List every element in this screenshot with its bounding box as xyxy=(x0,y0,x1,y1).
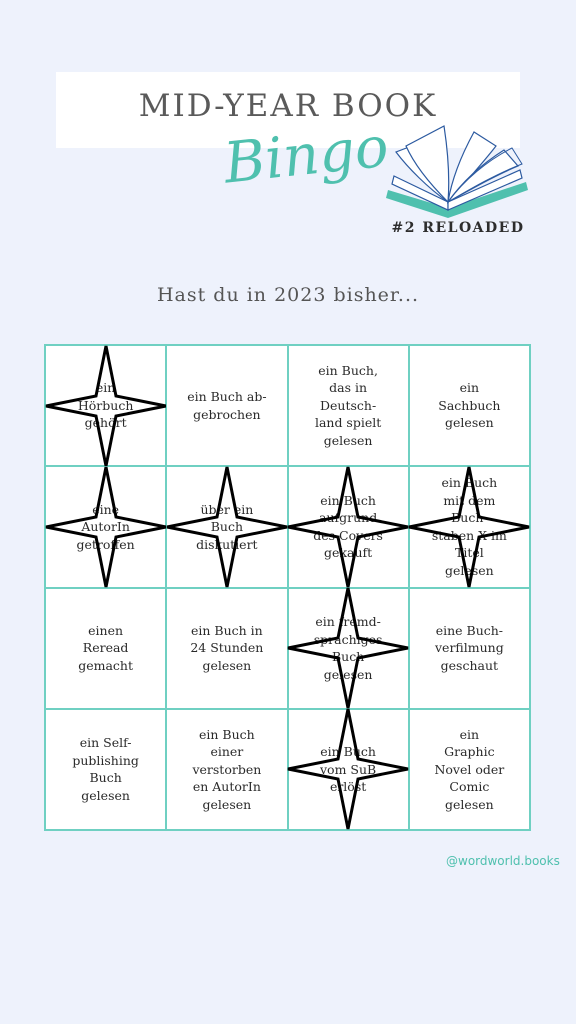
subtitle: #2 RELOADED xyxy=(391,220,525,236)
bingo-cell[interactable] xyxy=(166,466,287,587)
bingo-cell[interactable] xyxy=(288,588,409,709)
bingo-cell-text: ein Graphic Novel oder Comic gelesen xyxy=(434,726,505,812)
bingo-cell-text: ein Buch, das in Deutsch- land spielt gelesen xyxy=(314,362,382,448)
bingo-cell[interactable] xyxy=(409,466,530,587)
bingo-cell[interactable] xyxy=(288,345,409,466)
bingo-cell[interactable] xyxy=(288,466,409,587)
bingo-cell[interactable] xyxy=(166,709,287,830)
bingo-cell-text: ein fremd- sprachiges Buch gelesen xyxy=(313,614,383,682)
bingo-cell[interactable] xyxy=(409,709,530,830)
bingo-cell-text: ein Buch einer verstorben en AutorIn gelesen xyxy=(192,726,262,812)
open-book-icon xyxy=(378,118,538,222)
bingo-cell-text: ein Buch vom SuB erlöst xyxy=(320,744,377,795)
bingo-prompt: Hast du in 2023 bisher... xyxy=(156,284,420,306)
bingo-cell-text: ein Buch aufgrund des Covers gekauft xyxy=(313,492,383,561)
bingo-cell-text: ein Self- publishing Buch gelesen xyxy=(72,735,139,803)
bingo-cell[interactable] xyxy=(45,466,166,587)
bingo-cell[interactable] xyxy=(409,345,530,466)
bingo-cell-text: einen Reread gemacht xyxy=(78,622,133,673)
bingo-cell[interactable] xyxy=(45,345,166,466)
bingo-cell[interactable] xyxy=(45,588,166,709)
bingo-cell[interactable] xyxy=(45,709,166,830)
bingo-cell-text: ein Sachbuch gelesen xyxy=(438,380,501,431)
bingo-cell[interactable] xyxy=(288,709,409,830)
instagram-handle[interactable]: @wordworld.books xyxy=(446,854,560,868)
page-title: MID-YEAR BOOK xyxy=(138,88,438,124)
bingo-cell-text: eine AutorIn getroffen xyxy=(76,501,135,552)
bingo-script-text: Bingo xyxy=(220,114,392,197)
bingo-cell-text: ein Buch in 24 Stunden gelesen xyxy=(190,622,264,673)
bingo-cell-text: ein Buch ab- gebrochen xyxy=(187,389,267,422)
bingo-cell-text: ein Buch mit dem Buch- staben X im Titel gelesen xyxy=(431,475,507,578)
bingo-grid xyxy=(44,344,531,831)
bingo-cell[interactable] xyxy=(409,588,530,709)
bingo-cell-text: eine Buch- verfilmung geschaut xyxy=(435,622,504,673)
bingo-cell[interactable] xyxy=(166,345,287,466)
bingo-cell-text: über ein Buch diskutiert xyxy=(196,501,258,552)
bingo-cell[interactable] xyxy=(166,588,287,709)
bingo-cell-text: ein Hörbuch gehört xyxy=(77,380,134,431)
